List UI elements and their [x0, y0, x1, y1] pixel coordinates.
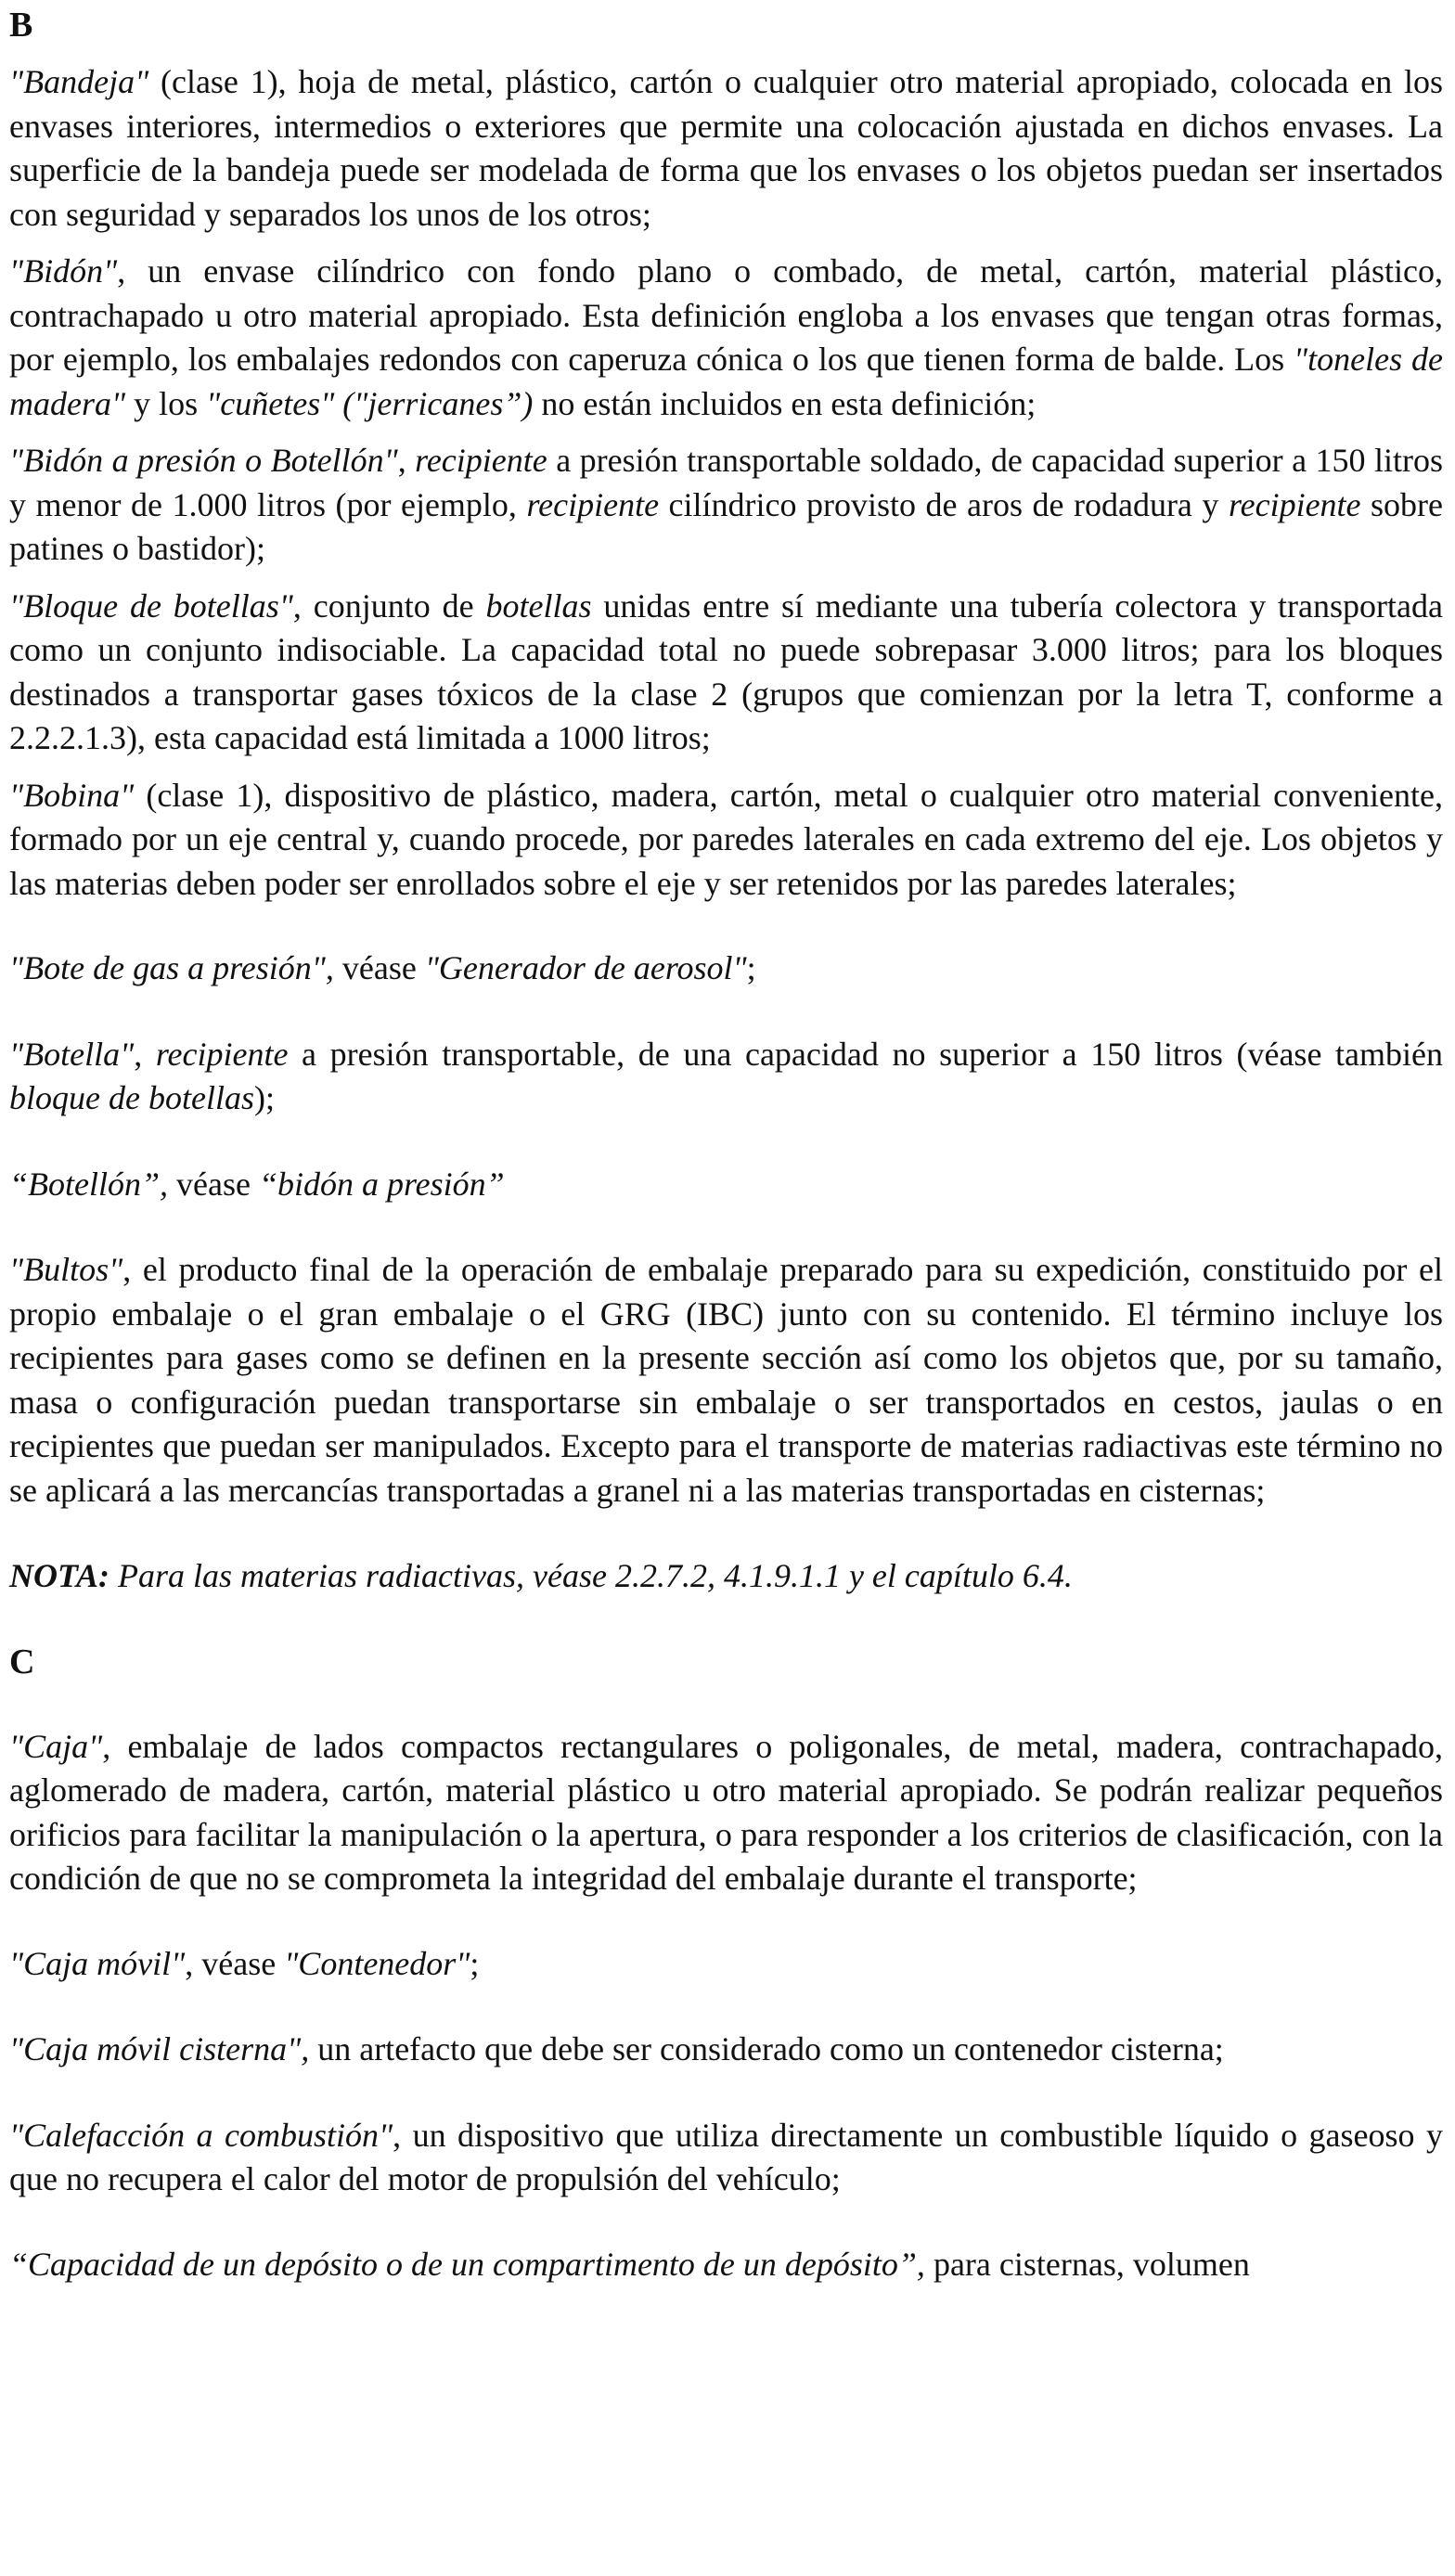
- section-c: [9, 1641, 1443, 2287]
- note-entry: [9, 1554, 1443, 1599]
- term-text: NOTA:: [9, 1557, 109, 1594]
- term-text: botellas: [485, 586, 592, 625]
- body-text: (clase 1), hoja de metal, plástico, cartón o cualquier otro material apropiado, colocada en los envases interiores, intermedios o exteriores que permite una colocación ajustada en dichos envases. La superficie de la bandeja puede ser modelada de forma que los envases o los objetos puedan ser insertados con seguridad y separados los unos de los otros;: [9, 63, 1443, 233]
- term-text: "Calefacción a combustión": [9, 2116, 393, 2154]
- definition-entry: [9, 1248, 1443, 1513]
- section-letter: C: [9, 1642, 35, 1681]
- term-text: "Caja móvil cisterna",: [9, 2030, 310, 2067]
- term-text: "Bidón a presión o Botellón": [9, 442, 398, 479]
- definition-entry: [9, 60, 1443, 237]
- definition-entry: [9, 1942, 1443, 1987]
- body-text: ,: [134, 1035, 156, 1073]
- definition-entry: [9, 2243, 1443, 2287]
- body-text: unidas entre sí mediante una tubería colectora y transportada como un conjunto indisociable. La capacidad total no puede sobrepasar 3.000 litros; para los bloques destinados a transportar gases tóxicos de la clase 2 (grupos que comienzan por la letra T, conforme a 2.2.2.1.3), esta capacidad está limitada a 1000 litros;: [9, 586, 1443, 756]
- definition-entry: [9, 2028, 1443, 2072]
- term-text: "Bidón": [9, 252, 118, 290]
- body-text: (clase 1), dispositivo de plástico, madera, cartón, metal o cualquier otro material conveniente, formado por un eje central y, cuando procede, por paredes laterales en cada extremo del eje. Los objetos y las materias deben poder ser enrollados sobre el eje y ser retenidos por las paredes laterales;: [9, 776, 1443, 902]
- term-text: recipiente: [526, 485, 660, 523]
- body-text: para cisternas, volumen: [924, 2245, 1250, 2283]
- term-text: "Bobina": [9, 776, 135, 814]
- term-text: "Generador de aerosol": [424, 949, 747, 986]
- term-text: recipiente: [1228, 485, 1361, 523]
- definition-entry: [9, 947, 1443, 991]
- body-text: véase: [168, 1165, 259, 1203]
- term-text: recipiente: [415, 442, 547, 479]
- body-text: , conjunto de: [292, 586, 486, 625]
- definition-entry: [9, 250, 1443, 426]
- term-text: "Bote de gas a presión",: [9, 949, 334, 986]
- body-text: ,: [397, 442, 416, 479]
- body-text: a presión transportable, de una capacidad no superior a 150 litros (véase también: [288, 1035, 1443, 1073]
- body-text: , el producto final de la operación de embalaje preparado para su expedición, constituido por el propio embalaje o el gran embalaje o el GRG (IBC) junto con su contenido. El término incluye los recipientes para gases como se definen en la presente sección así como los objetos que, por su tamaño, masa o configuración puedan transportarse sin embalaje o ser transportados en cestos, jaulas o en recipientes que puedan ser manipulados. Excepto para el transporte de materias radiactivas este término no se aplicará a las mercancías transportadas a granel ni a las materias transportadas en cisternas;: [9, 1251, 1443, 1509]
- body-text: no están incluidos en esta definición;: [533, 384, 1037, 422]
- term-text: "Bloque de botellas": [9, 586, 293, 625]
- body-text: un artefacto que debe ser considerado como un contenedor cisterna;: [309, 2030, 1224, 2067]
- term-text: “bidón a presión”: [258, 1165, 505, 1203]
- definition-entry: [9, 2114, 1443, 2202]
- term-text: “Botellón”,: [9, 1165, 169, 1203]
- definition-entry: [9, 585, 1443, 761]
- definition-entry: [9, 1033, 1443, 1121]
- body-text: , un envase cilíndrico con fondo plano o combado, de metal, cartón, material plástico, contrachapado u otro material apropiado. Esta definición engloba a los envases que tengan otras formas, por ejemplo, los embalajes redondos con caperuza cónica o los que tienen forma de balde. Los: [9, 252, 1443, 378]
- term-text: Para las materias radiactivas, véase 2.2.7.2, 4.1.9.1.1 y el capítulo 6.4.: [109, 1557, 1073, 1594]
- term-text: "Contenedor": [284, 1944, 470, 1982]
- body-text: sobre patines o bastidor);: [9, 485, 1444, 567]
- body-text: );: [253, 1079, 275, 1116]
- section-b: [9, 4, 1443, 1599]
- term-text: "Bultos": [9, 1251, 123, 1288]
- term-text: "toneles de madera": [9, 341, 1443, 422]
- body-text: ;: [746, 949, 756, 986]
- body-text: , véase: [185, 1944, 285, 1982]
- body-text: a presión transportable soldado, de capacidad superior a 150 litros y menor de 1.000 litros (por ejemplo,: [9, 442, 1443, 523]
- definition-entry: [9, 1725, 1443, 1901]
- body-text: y los: [125, 384, 207, 422]
- term-text: "cuñetes" ("jerricanes”): [206, 384, 534, 422]
- term-text: "Caja móvil": [9, 1944, 186, 1982]
- term-text: bloque de botellas: [9, 1079, 254, 1116]
- term-text: “Capacidad de un depósito o de un compartimento de un depósito”,: [9, 2245, 925, 2283]
- body-text: , embalaje de lados compactos rectangulares o poligonales, de metal, madera, contrachapado, aglomerado de madera, cartón, material plástico u otro material apropiado. Se podrán realizar pequeños orificios para facilitar la manipulación o la apertura, o para responder a los criterios de clasificación, con la condición de que no se comprometa la integridad del embalaje durante el transporte;: [9, 1727, 1443, 1897]
- definition-entry: [9, 439, 1443, 572]
- body-text: , un dispositivo que utiliza directamente un combustible líquido o gaseoso y que no recupera el calor del motor de propulsión del vehículo;: [9, 2116, 1443, 2197]
- body-text: véase: [333, 949, 425, 986]
- section-letter: B: [9, 6, 33, 45]
- term-text: "Bandeja": [9, 63, 149, 100]
- body-text: cilíndrico provisto de aros de rodadura y: [659, 485, 1229, 523]
- term-text: "Caja": [9, 1727, 103, 1765]
- body-text: ;: [470, 1944, 480, 1982]
- term-text: recipiente: [155, 1035, 289, 1073]
- definition-entry: [9, 774, 1443, 907]
- term-text: "Botella": [9, 1035, 135, 1073]
- definition-entry: [9, 1163, 1443, 1207]
